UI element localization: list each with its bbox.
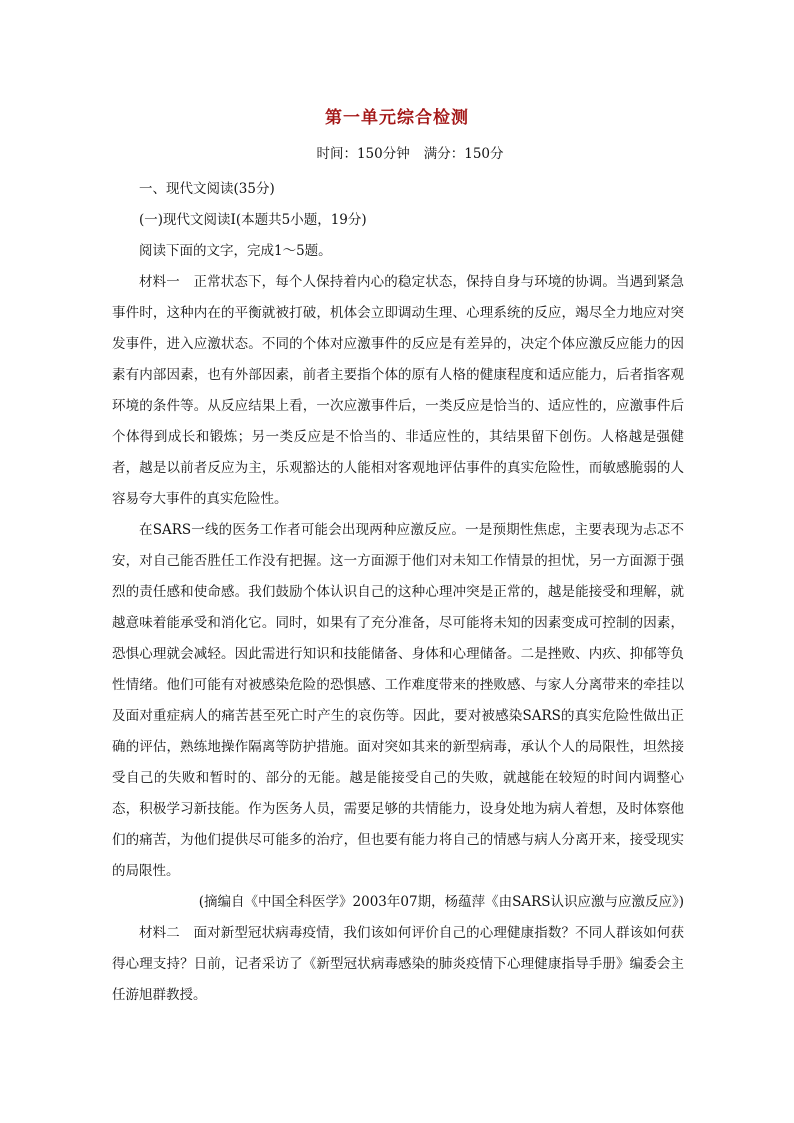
material-one-paragraph-1: 材料一 正常状态下，每个人保持着内心的稳定状态，保持自身与环境的协调。当遇到紧急事件时，这种内在的平衡就被打破，机体会立即调动生理、心理系统的反应，竭尽全力地应对突发事件，进入应激状态。不同的个体对应激事件的反应是有差异的，决定个体应激反应能力的因素有内部因素，也有外部因素，前者主要指个体的原有人格的健康程度和适应能力，后者指客观环境的条件等。从反应结果上看，一次应激事件后，一类反应是恰当的、适应性的，应激事件后个体得到成长和锻炼；另一类反应是不恰当的、非适应性的，其结果留下创伤。人格越是强健者，越是以前者反应为主，乐观豁达的人能相对客观地评估事件的真实危险性，而敏感脆弱的人容易夸大事件的真实危险性。 xyxy=(112,274,684,507)
section-heading: 一、现代文阅读(35分) xyxy=(139,181,275,197)
subsection-heading: (一)现代文阅读Ⅰ(本题共5小题，19分) xyxy=(139,212,367,228)
document-body xyxy=(112,174,684,1011)
page-title: 第一单元综合检测 xyxy=(325,108,469,128)
material-one-source: (摘编自《中国全科医学》2003年07期，杨蕴萍《由SARS认识应激与应激反应》) xyxy=(198,894,684,910)
material-two-paragraph-1: 材料二 面对新型冠状病毒疫情，我们该如何评价自己的心理健康指数？不同人群该如何获得心理支持？日前，记者采访了《新型冠状病毒感染的肺炎疫情下心理健康指导手册》编委会主任游旭群教授。 xyxy=(112,925,684,1003)
time-limit: 时间：150分钟 xyxy=(316,146,410,162)
full-score: 满分：150分 xyxy=(423,146,504,162)
reading-instruction: 阅读下面的文字，完成1～5题。 xyxy=(139,243,332,259)
exam-meta xyxy=(0,144,794,164)
material-one-paragraph-2: 在SARS一线的医务工作者可能会出现两种应激反应。一是预期性焦虑，主要表现为忐忑不安，对自己能否胜任工作没有把握。这一方面源于他们对未知工作情景的担忧，另一方面源于强烈的责任感和使命感。我们鼓励个体认识自己的这种心理冲突是正常的，越是能接受和理解，就越意味着能承受和消化它。同时，如果有了充分准备，尽可能将未知的因素变成可控制的因素，恐惧心理就会减轻。因此需进行知识和技能储备、身体和心理储备。二是挫败、内疚、抑郁等负性情绪。他们可能有对被感染危险的恐惧感、工作难度带来的挫败感、与家人分离带来的牵挂以及面对重症病人的痛苦甚至死亡时产生的哀伤等。因此，要对被感染SARS的真实危险性做出正确的评估，熟练地操作隔离等防护措施。面对突如其来的新型病毒，承认个人的局限性，坦然接受自己的失败和暂时的、部分的无能。越是能接受自己的失败，就越能在较短的时间内调整心态，积极学习新技能。作为医务人员，需要足够的共情能力，设身处地为病人着想，及时体察他们的痛苦，为他们提供尽可能多的治疗，但也要有能力将自己的情感与病人分离开来，接受现实的局限性。 xyxy=(112,522,684,879)
